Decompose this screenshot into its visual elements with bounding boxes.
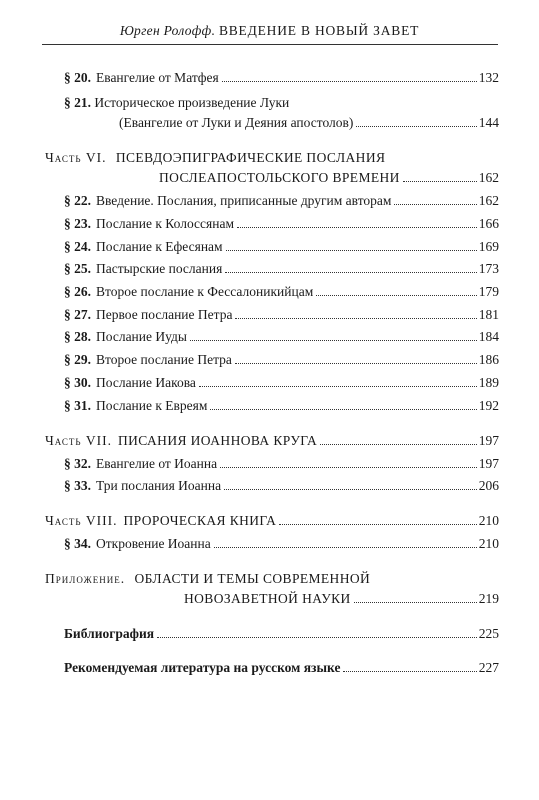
header-author: Юрген Ролофф.	[119, 23, 216, 38]
recommended-literature-entry[interactable]	[64, 659, 499, 677]
page-number: 162	[478, 170, 499, 185]
page-number: 189	[478, 375, 499, 390]
toc-entry-28[interactable]	[64, 328, 499, 346]
appendix-title-continued: НОВОЗАВЕТНОЙ НАУКИ	[184, 591, 351, 606]
toc-entry-25[interactable]	[64, 260, 499, 278]
section-title-continued: (Евангелие от Луки и Деяния апостолов)	[119, 115, 354, 130]
toc-entry-33[interactable]	[64, 477, 499, 495]
page-number: 210	[478, 513, 499, 528]
section-number: § 28.	[64, 329, 91, 344]
section-number: § 29.	[64, 352, 91, 367]
page-number: 206	[478, 478, 499, 493]
dot-leader	[226, 250, 477, 251]
toc-entry-32[interactable]	[64, 455, 499, 473]
toc-entry-26[interactable]	[64, 283, 499, 301]
page-number: 132	[478, 70, 499, 85]
page-number: 192	[478, 398, 499, 413]
section-number: § 21.	[64, 95, 91, 110]
page-number: 144	[478, 115, 499, 130]
section-number: § 32.	[64, 456, 91, 471]
section-title: Второе послание к Фессалоникийцам	[96, 284, 314, 299]
part-7-heading[interactable]	[45, 432, 499, 450]
dot-leader	[279, 524, 476, 525]
appendix-label: Приложение.	[45, 571, 126, 586]
part-6-heading[interactable]	[45, 149, 385, 167]
dot-leader	[199, 386, 477, 387]
dot-leader	[210, 409, 476, 410]
page-number: 210	[478, 536, 499, 551]
bibliography-title: Библиография	[64, 626, 155, 641]
section-number: § 31.	[64, 398, 91, 413]
page-number: 225	[478, 626, 499, 641]
section-title: Историческое произведение Луки	[94, 95, 290, 110]
page-number: 166	[478, 216, 499, 231]
section-number: § 20.	[64, 70, 91, 85]
dot-leader	[316, 295, 477, 296]
section-title: Послание к Колоссянам	[96, 216, 234, 231]
section-title: Евангелие от Матфея	[96, 70, 219, 85]
dot-leader	[403, 181, 477, 182]
section-number: § 25.	[64, 261, 91, 276]
page-number: 184	[478, 329, 499, 344]
page-number: 186	[478, 352, 499, 367]
toc-entry-21[interactable]	[64, 94, 289, 112]
page-number: 179	[478, 284, 499, 299]
toc-entry-20[interactable]	[64, 69, 499, 87]
dot-leader	[356, 126, 476, 127]
section-title: Пастырские послания	[96, 261, 223, 276]
dot-leader	[157, 637, 477, 638]
appendix-heading-cont[interactable]	[184, 590, 499, 608]
section-number: § 24.	[64, 239, 91, 254]
section-title: Первое послание Петра	[96, 307, 233, 322]
section-title: Послание Иакова	[96, 375, 196, 390]
part-title: ПСЕВДОЭПИГРАФИЧЕСКИЕ ПОСЛАНИЯ	[115, 150, 386, 165]
part-label: Часть VI.	[45, 150, 107, 165]
toc-entry-21-cont[interactable]	[119, 114, 499, 132]
toc-entry-24[interactable]	[64, 238, 499, 256]
page-number: 169	[478, 239, 499, 254]
toc-entry-31[interactable]	[64, 397, 499, 415]
part-title: ПРОРОЧЕСКАЯ КНИГА	[123, 513, 277, 528]
toc-entry-30[interactable]	[64, 374, 499, 392]
section-title: Послание к Ефесянам	[96, 239, 223, 254]
section-title: Откровение Иоанна	[96, 536, 211, 551]
section-number: § 34.	[64, 536, 91, 551]
header-title: ВВЕДЕНИЕ В НОВЫЙ ЗАВЕТ	[218, 23, 420, 38]
page-number: 181	[478, 307, 499, 322]
toc-entry-27[interactable]	[64, 306, 499, 324]
part-label: Часть VIII.	[45, 513, 118, 528]
dot-leader	[237, 227, 477, 228]
dot-leader	[190, 340, 477, 341]
section-title: Послание к Евреям	[96, 398, 208, 413]
dot-leader	[343, 671, 476, 672]
toc-entry-29[interactable]	[64, 351, 499, 369]
part-title: ПИСАНИЯ ИОАННОВА КРУГА	[117, 433, 318, 448]
toc-entry-23[interactable]	[64, 215, 499, 233]
page-number: 162	[478, 193, 499, 208]
dot-leader	[222, 81, 477, 82]
page-number: 219	[478, 591, 499, 606]
section-title: Евангелие от Иоанна	[96, 456, 218, 471]
recommended-title: Рекомендуемая литература на русском языке	[64, 660, 341, 675]
dot-leader	[394, 204, 476, 205]
dot-leader	[225, 272, 476, 273]
dot-leader	[235, 318, 476, 319]
page-number: 173	[478, 261, 499, 276]
dot-leader	[354, 602, 477, 603]
page-number: 227	[478, 660, 499, 675]
section-number: § 23.	[64, 216, 91, 231]
appendix-heading[interactable]	[45, 570, 370, 588]
dot-leader	[320, 444, 477, 445]
dot-leader	[235, 363, 477, 364]
section-number: § 22.	[64, 193, 91, 208]
dot-leader	[224, 489, 477, 490]
section-number: § 26.	[64, 284, 91, 299]
section-number: § 33.	[64, 478, 91, 493]
page-number: 197	[478, 433, 499, 448]
toc-entry-34[interactable]	[64, 535, 499, 553]
bibliography-entry[interactable]	[64, 625, 499, 643]
section-title: Второе послание Петра	[96, 352, 232, 367]
appendix-title: ОБЛАСТИ И ТЕМЫ СОВРЕМЕННОЙ	[134, 571, 371, 586]
dot-leader	[214, 547, 477, 548]
part-title-continued: ПОСЛЕАПОСТОЛЬСКОГО ВРЕМЕНИ	[159, 170, 400, 185]
section-title: Введение. Послания, приписанные другим авторам	[96, 193, 392, 208]
section-number: § 30.	[64, 375, 91, 390]
section-number: § 27.	[64, 307, 91, 322]
section-title: Три послания Иоанна	[96, 478, 222, 493]
dot-leader	[220, 467, 477, 468]
part-6-heading-cont[interactable]	[159, 169, 499, 187]
section-title: Послание Иуды	[96, 329, 187, 344]
part-label: Часть VII.	[45, 433, 112, 448]
toc-entry-22[interactable]	[64, 192, 499, 210]
part-8-heading[interactable]	[45, 512, 499, 530]
page-number: 197	[478, 456, 499, 471]
